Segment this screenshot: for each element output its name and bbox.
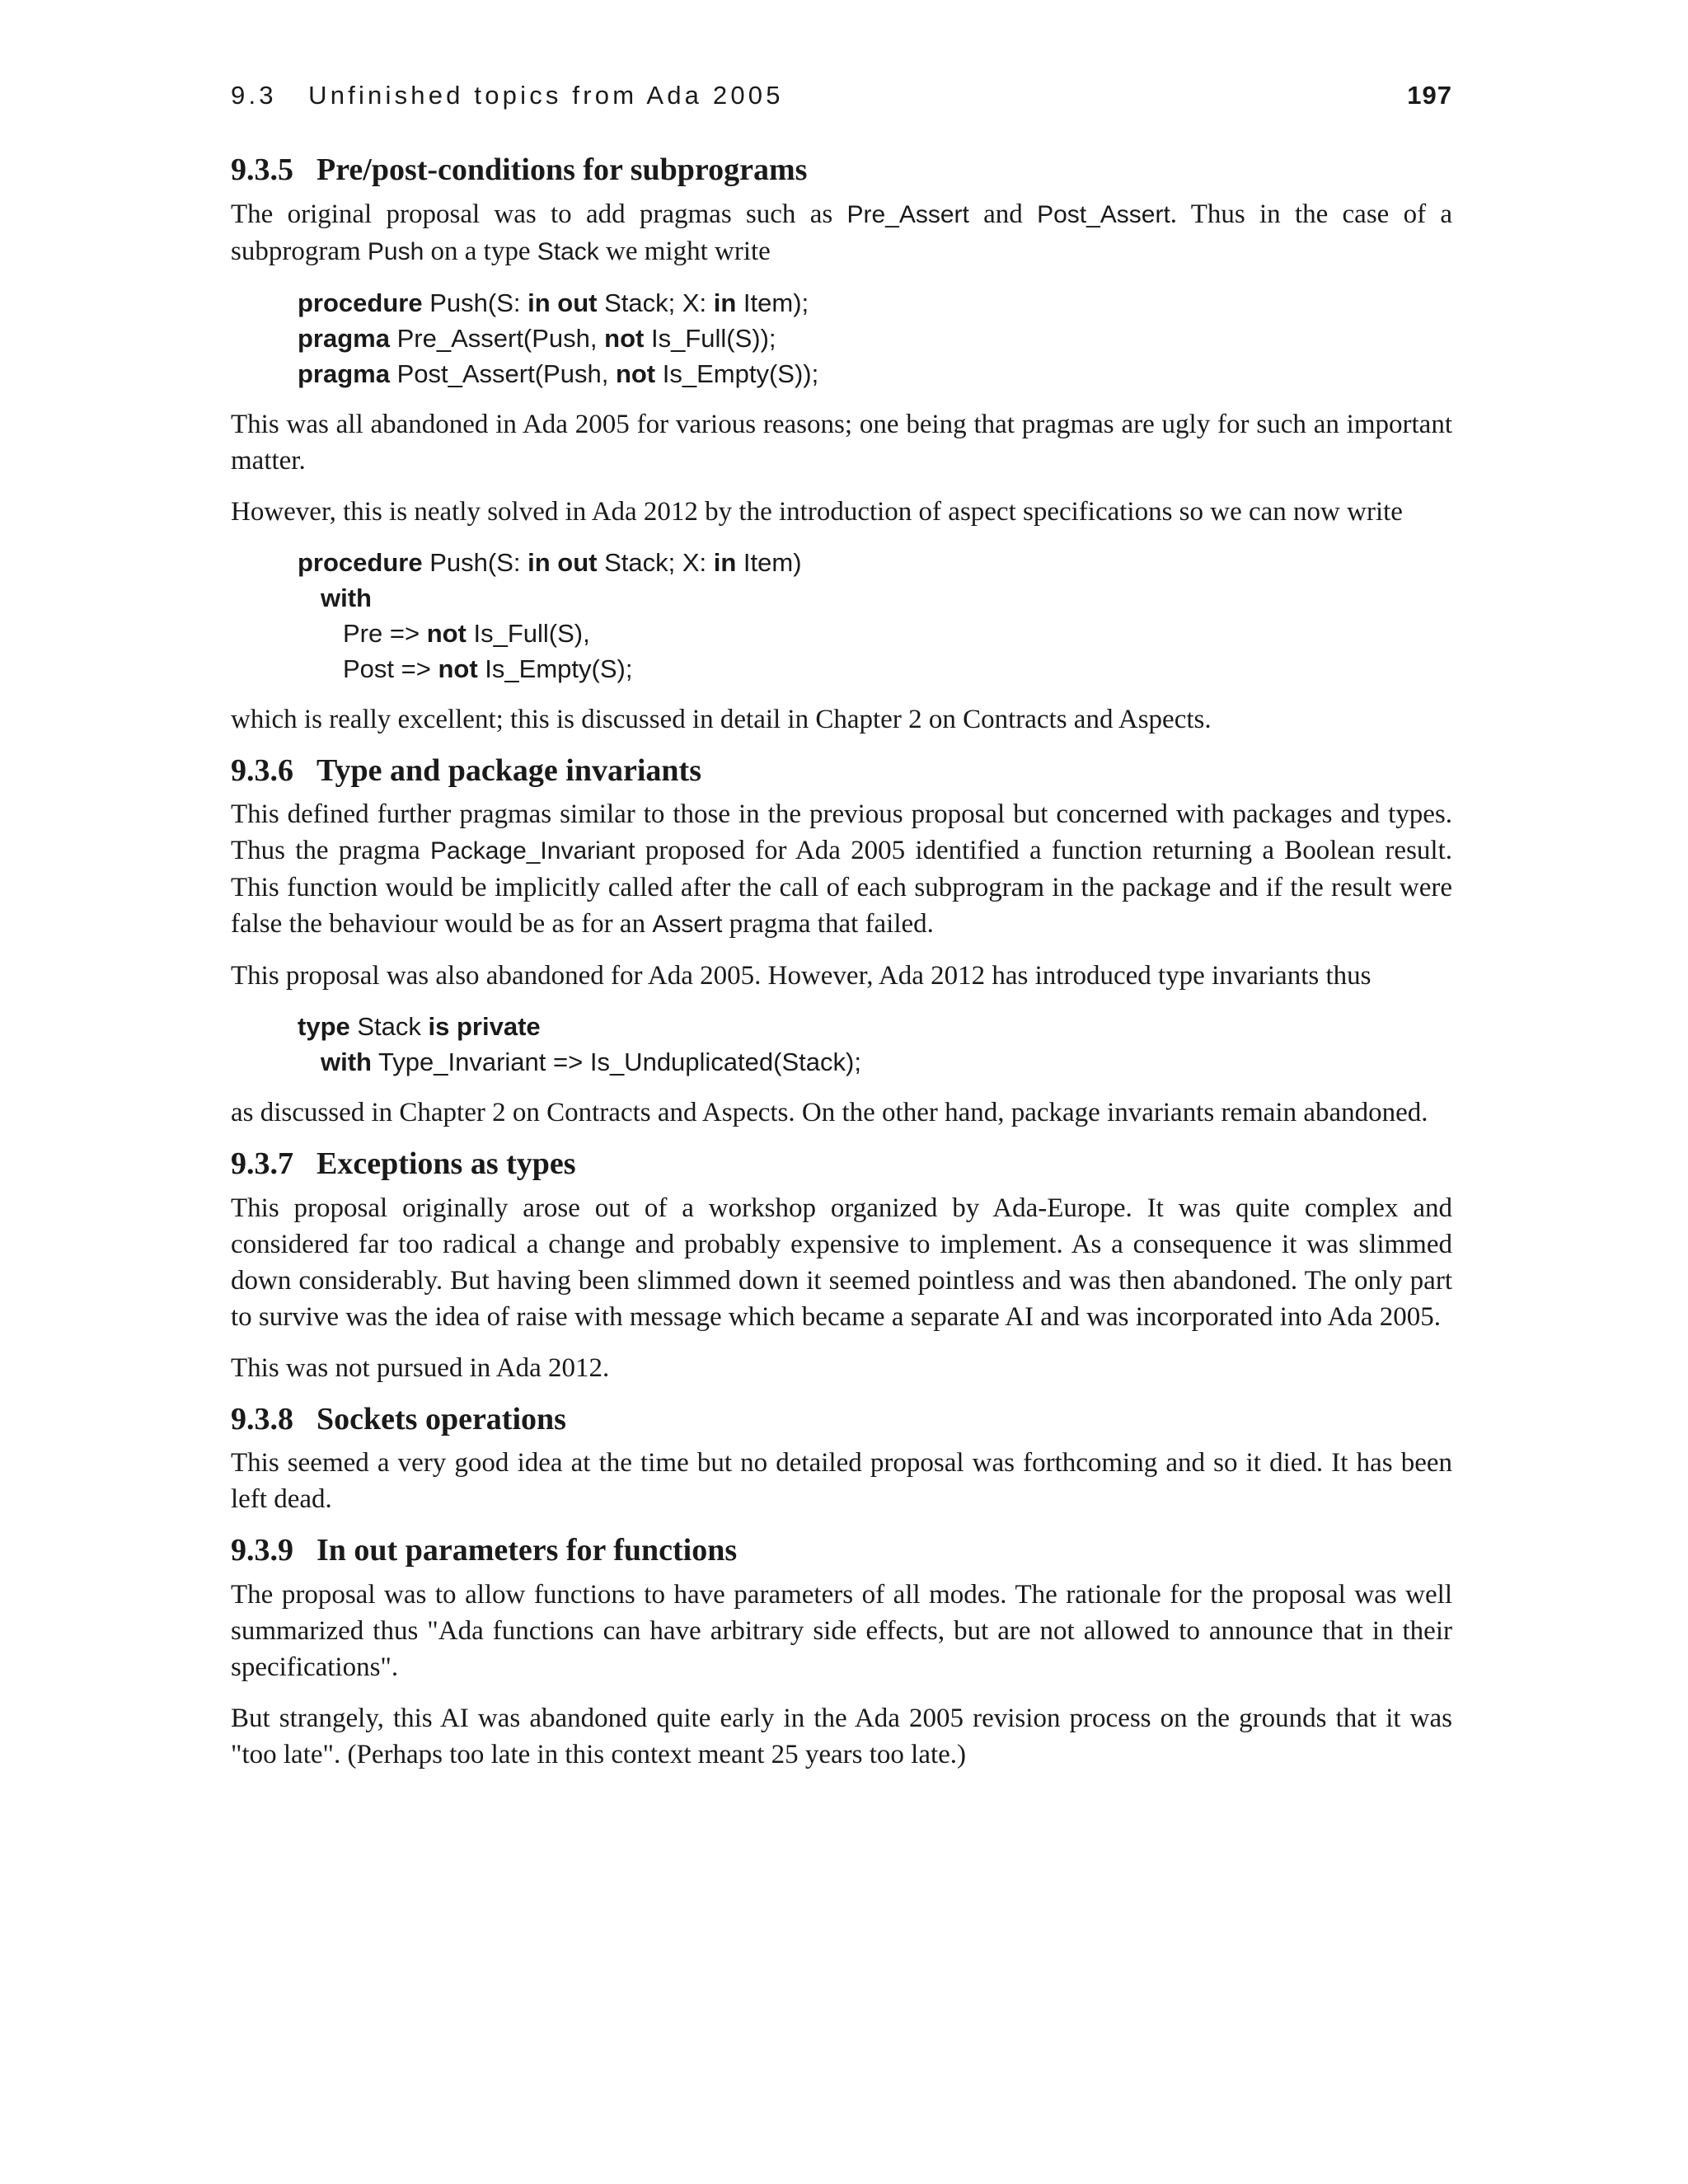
code-line: pragma Pre_Assert(Push, not Is_Full(S)); <box>298 323 776 353</box>
inline-code: Pre_Assert <box>846 200 969 228</box>
code-block <box>298 1009 1452 1080</box>
page <box>231 81 1452 1788</box>
paragraph: This was not pursued in Ada 2012. <box>231 1352 610 1383</box>
paragraph: However, this is neatly solved in Ada 2012 by the introduction of aspect specifications so we can now write <box>231 496 1403 527</box>
code-block <box>298 545 1452 687</box>
code-line: procedure Push(S: in out Stack; X: in Item); <box>298 288 809 317</box>
section-9-3-6 <box>231 752 1452 1132</box>
paragraph: This seemed a very good idea at the time but no detailed proposal was forthcoming and so it died. It has been left dead. <box>231 1448 1452 1515</box>
code-line: Post => not Is_Empty(S); <box>343 654 633 683</box>
inline-code: Assert <box>652 911 723 939</box>
paragraph: This proposal originally arose out of a workshop organized by Ada-Europe. It was quite complex and considered far too radical a change and probably expensive to implement. As a consequence it was slimmed down considerably. But having been slimmed down it seemed pointless and was then abandoned. The only part to survive was the idea of raise with message which became a separate AI and was incorporated into Ada 2005. <box>231 1193 1452 1332</box>
code-line: with Type_Invariant => Is_Unduplicated(Stack); <box>321 1047 861 1077</box>
code-line: Pre => not Is_Full(S), <box>343 618 590 648</box>
section-heading <box>231 152 1452 190</box>
section-number: 9.3.6 <box>231 752 293 788</box>
code-line: type Stack is private <box>298 1012 541 1042</box>
section-heading <box>231 1532 1452 1570</box>
paragraph: The original proposal was to add pragmas such as Pre_Assert and Post_Assert. Thus in the case of a subprogram Push on a type Stack we might write <box>231 199 1452 266</box>
section-9-3-7 <box>231 1146 1452 1386</box>
section-title: Type and package invariants <box>316 752 701 788</box>
code-line: procedure Push(S: in out Stack; X: in Item) <box>298 547 802 577</box>
section-9-3-9 <box>231 1532 1452 1773</box>
paragraph: as discussed in Chapter 2 on Contracts and Aspects. On the other hand, package invariants remain abandoned. <box>231 1098 1428 1128</box>
section-number: 9.3.8 <box>231 1401 293 1436</box>
section-number: 9.3.9 <box>231 1533 293 1568</box>
running-header-title: 9.3 Unfinished topics from Ada 2005 <box>231 81 784 110</box>
section-heading <box>231 1401 1452 1439</box>
section-title: Sockets operations <box>316 1401 566 1436</box>
code-line: with <box>321 583 372 612</box>
section-title: Pre/post-conditions for subprograms <box>316 152 808 187</box>
code-block <box>298 285 1452 391</box>
section-9-3-5 <box>231 152 1452 738</box>
paragraph: This defined further pragmas similar to those in the previous proposal but concerned with packages and types. Thus the pragma Package_Invariant proposed for Ada 2005 identified a function returning a Boolean result. This function would be implicitly called after the call of each subprogram in the package and if the result were false the behaviour would be as for an Assert pragma that failed. <box>231 799 1452 940</box>
page-number: 197 <box>1407 81 1452 110</box>
section-number: 9.3.7 <box>231 1146 293 1182</box>
section-heading <box>231 752 1452 790</box>
paragraph: This was all abandoned in Ada 2005 for various reasons; one being that pragmas are ugly for such an important matter. <box>231 409 1452 476</box>
running-header <box>231 81 1452 117</box>
section-9-3-8 <box>231 1401 1452 1518</box>
paragraph: But strangely, this AI was abandoned quite early in the Ada 2005 revision process on the grounds that it was "too late". (Perhaps too late in this context meant 25 years too late.) <box>231 1703 1452 1769</box>
section-heading <box>231 1146 1452 1183</box>
inline-code: Push <box>367 237 424 265</box>
inline-code: Stack <box>537 237 599 265</box>
section-number: 9.3.5 <box>231 152 293 187</box>
inline-code: Package_Invariant <box>430 837 635 865</box>
paragraph: which is really excellent; this is discussed in detail in Chapter 2 on Contracts and Aspects. <box>231 704 1212 734</box>
code-line: pragma Post_Assert(Push, not Is_Empty(S)); <box>298 359 819 388</box>
section-title: In out parameters for functions <box>316 1533 738 1568</box>
inline-code: Post_Assert <box>1037 200 1170 228</box>
paragraph: This proposal was also abandoned for Ada 2005. However, Ada 2012 has introduced type invariants thus <box>231 961 1372 991</box>
section-title: Exceptions as types <box>316 1146 576 1182</box>
paragraph: The proposal was to allow functions to have parameters of all modes. The rationale for the proposal was well summarized thus "Ada functions can have arbitrary side effects, but are not allowed to announce that in their specifications". <box>231 1579 1452 1682</box>
